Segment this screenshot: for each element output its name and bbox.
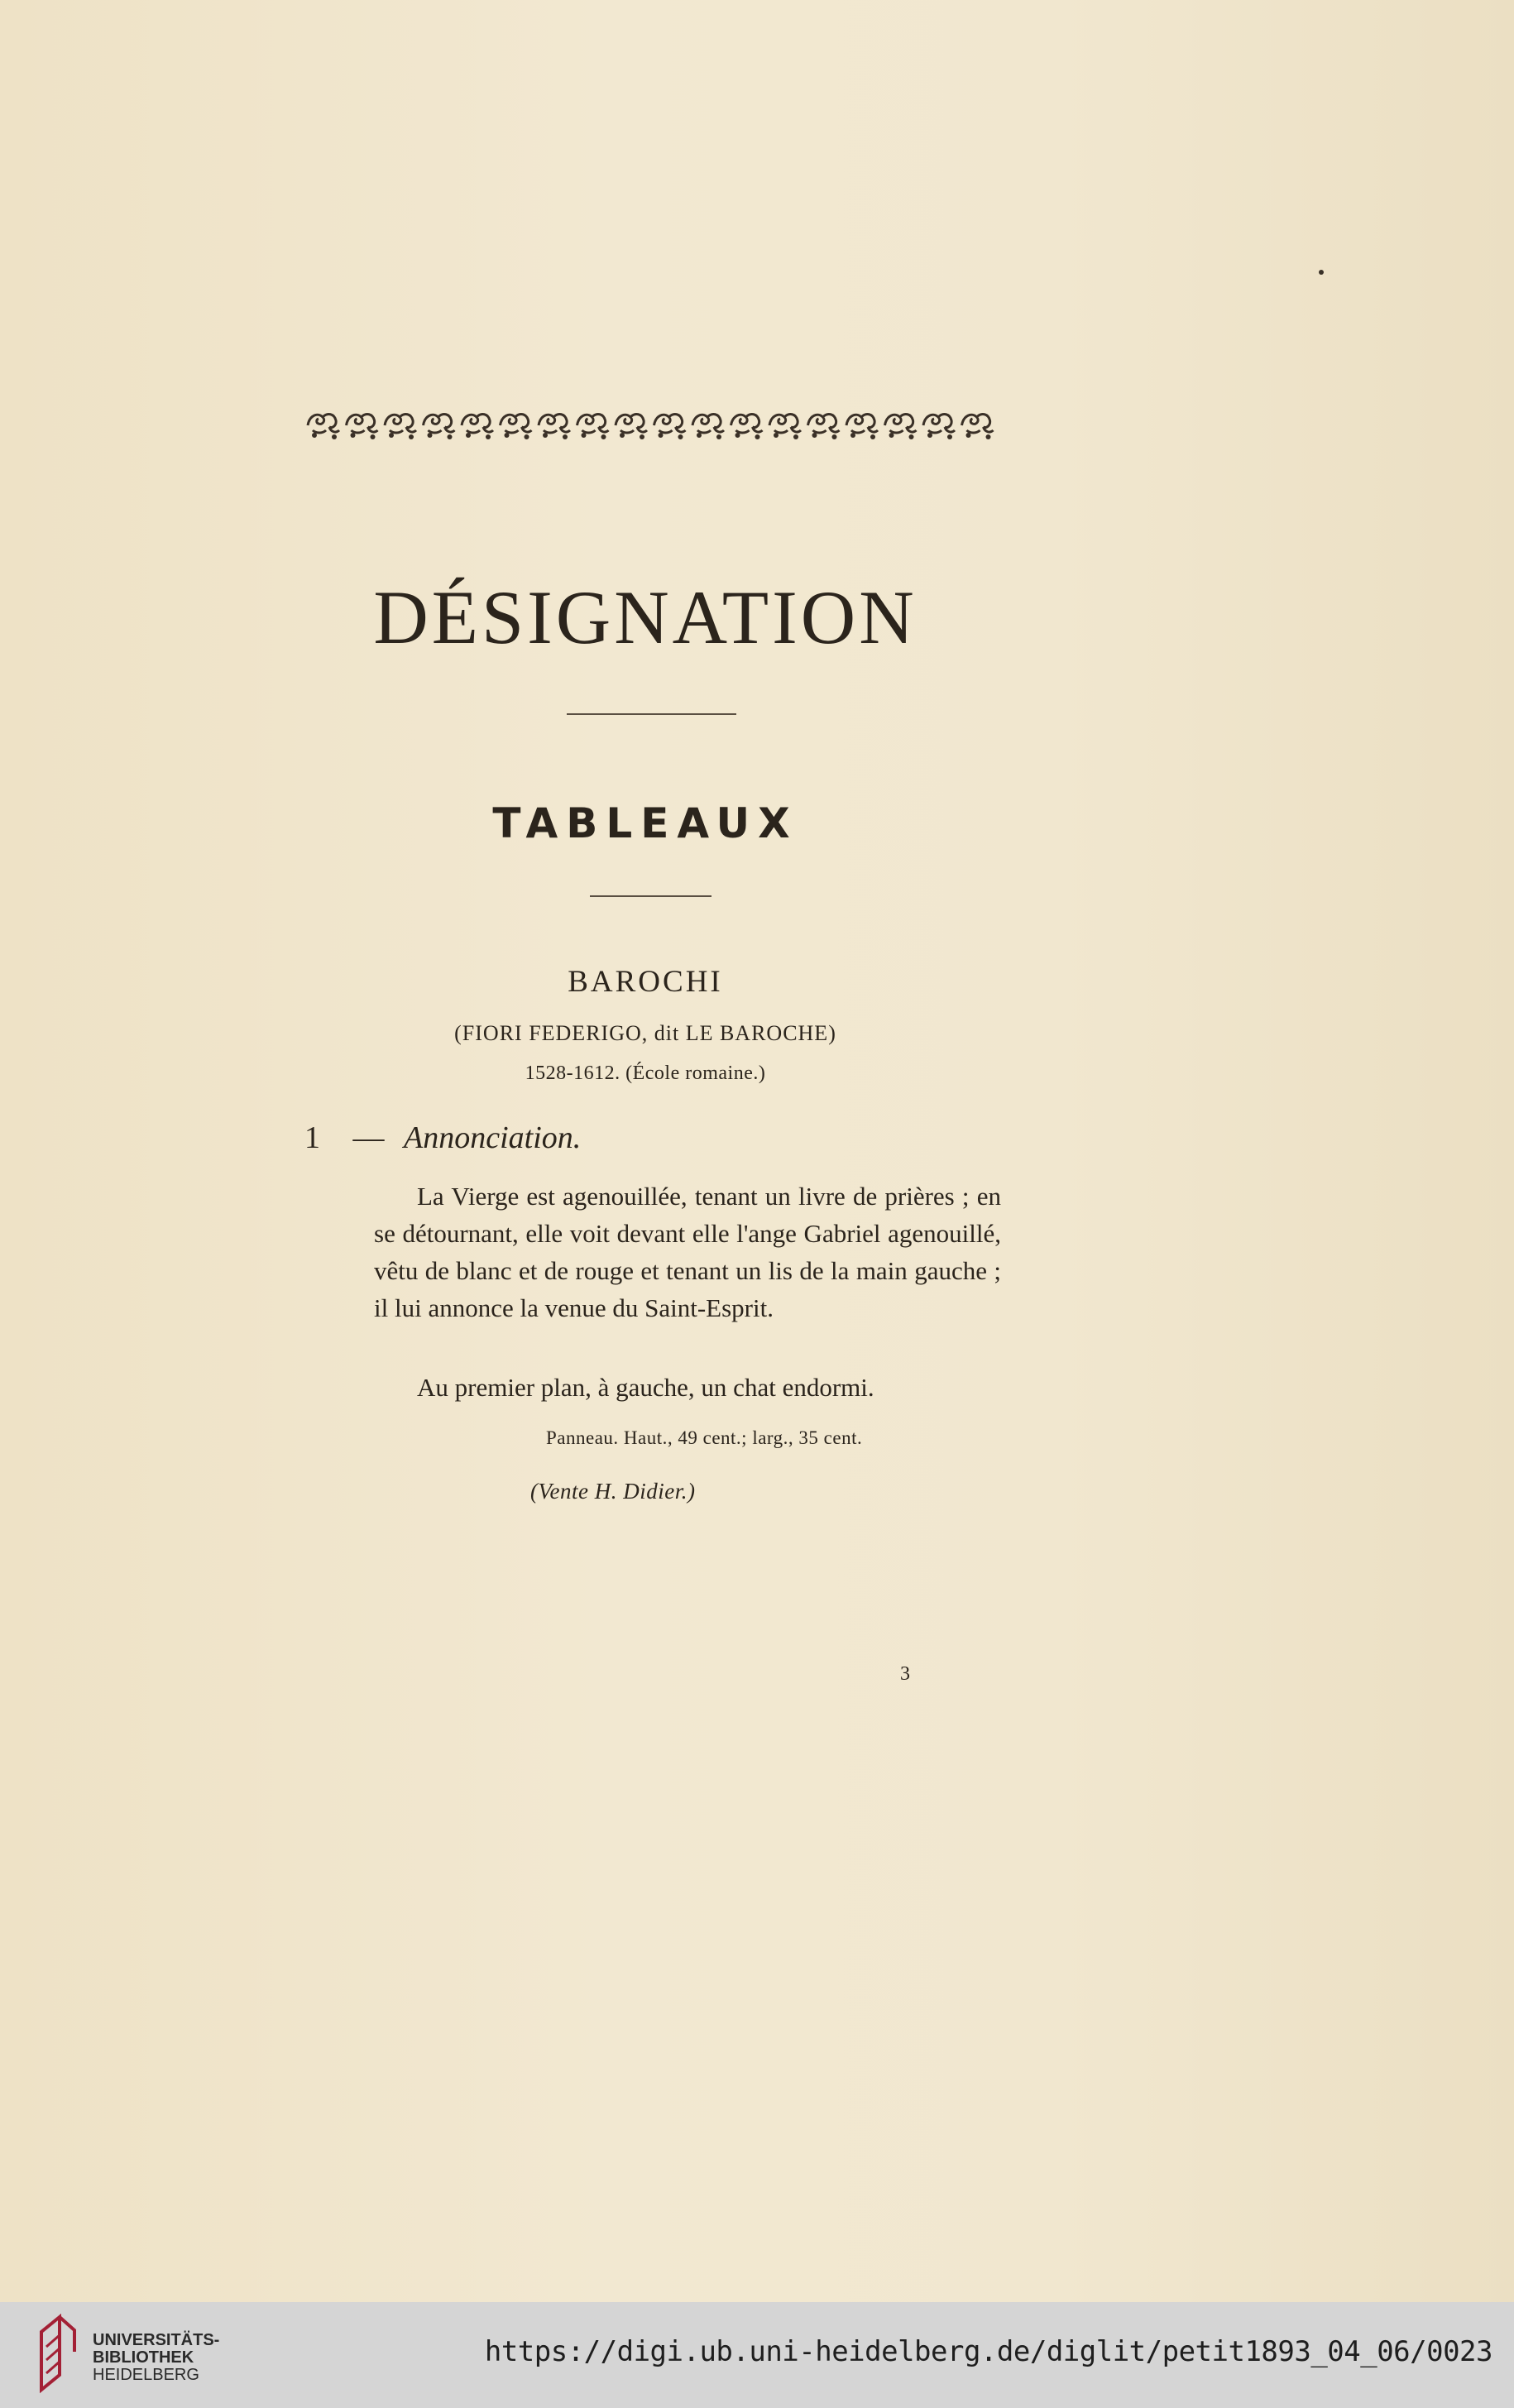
artist-dates-school: 1528-1612. (École romaine.) [525, 1062, 766, 1084]
provenance-text: (Vente H. Didier.) [530, 1479, 696, 1504]
section-divider [590, 895, 711, 897]
ornamental-border [304, 404, 999, 445]
entry-number: 1 [304, 1120, 320, 1155]
viewer-footer-bar [0, 2302, 1514, 2408]
entry-heading [304, 1122, 581, 1154]
artist-full-name: (FIORI FEDERIGO, dit LE BAROCHE) [454, 1021, 836, 1045]
library-name-line: HEIDELBERG [93, 2366, 199, 2384]
dimensions-text: Panneau. Haut., 49 cent.; larg., 35 cent. [546, 1427, 863, 1448]
library-name-line: BIBLIOTHEK [93, 2348, 194, 2367]
page-title: DÉSIGNATION [373, 575, 918, 660]
artist-name: BAROCHI [568, 965, 723, 999]
university-library-logo-icon [35, 2314, 81, 2396]
library-name [93, 2332, 219, 2384]
entry-title: Annonciation. [404, 1120, 582, 1155]
entry-dash: — [352, 1120, 385, 1155]
page-number: 3 [900, 1663, 910, 1685]
ink-speck [1319, 270, 1324, 275]
description-paragraph: Au premier plan, à gauche, un chat endormi. [417, 1373, 874, 1402]
permalink-url[interactable]: https://digi.ub.uni-heidelberg.de/diglit/petit1893_04_06/0023 [484, 2335, 1492, 2368]
library-name-line: UNIVERSITÄTS- [93, 2331, 220, 2349]
description-paragraph: La Vierge est agenouillée, tenant un livre de prières ; en se détournant, elle voit devant elle l'ange Gabriel agenouillé, vêtu de blanc et de rouge et tenant un lis de la main gauche ; il lui annonce la venue du Saint-Esprit. [374, 1182, 1001, 1322]
entry-description [374, 1178, 1001, 1402]
title-divider [567, 713, 736, 715]
section-heading: TABLEAUX [492, 799, 798, 847]
